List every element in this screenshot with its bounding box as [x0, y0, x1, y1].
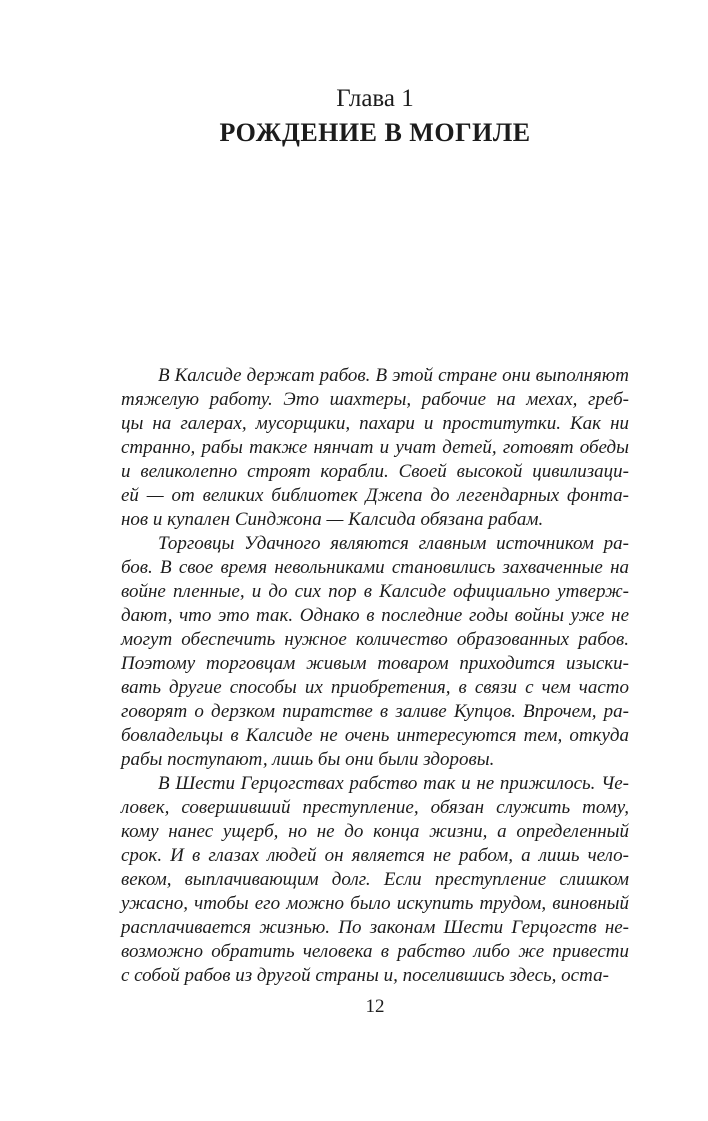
text-line: нов и купален Синджона — Калсида обязана рабам.: [121, 509, 544, 530]
text-line: войне пленные, и до сих пор в Калсиде официально утверж-: [121, 581, 629, 602]
text-line: вать другие способы их приобретения, в связи с чем часто: [121, 677, 629, 698]
text-line: и великолепно строят корабли. Своей высокой цивилизаци-: [121, 461, 629, 482]
text-line: ужасно, чтобы его можно было искупить трудом, виновный: [121, 893, 629, 914]
page-number: 12: [365, 996, 385, 1017]
text-line: с собой рабов из другой страны и, поселившись здесь, оста-: [121, 965, 609, 986]
body-text: [121, 364, 629, 988]
text-line: могут обеспечить нужное количество образованных рабов.: [121, 629, 629, 650]
text-line: В Калсиде держат рабов. В этой стране они выполняют: [158, 365, 629, 386]
text-line: странно, рабы также нянчат и учат детей, готовят обеды: [121, 437, 629, 458]
text-line: ей — от великих библиотек Джепа до легендарных фонта-: [121, 485, 629, 506]
text-line: В Шести Герцогствах рабство так и не прижилось. Че-: [158, 773, 629, 794]
text-line: возможно обратить человека в рабство либо же привести: [121, 941, 629, 962]
paragraph: [121, 364, 629, 532]
text-line: дают, что это так. Однако в последние годы войны уже не: [121, 605, 629, 626]
text-line: срок. И в глазах людей он является не рабом, а лишь чело-: [121, 845, 629, 866]
text-line: говорят о дерзком пиратстве в заливе Купцов. Впрочем, ра-: [121, 701, 629, 722]
chapter-heading: [121, 84, 629, 149]
text-line: рабы поступают, лишь бы они были здоровы.: [121, 749, 495, 770]
text-line: ловек, совершивший преступление, обязан служить тому,: [121, 797, 629, 818]
text-line: тяжелую работу. Это шахтеры, рабочие на мехах, греб-: [121, 389, 629, 410]
text-line: Поэтому торговцам живым товаром приходится изыски-: [121, 653, 629, 674]
text-line: цы на галерах, мусорщики, пахари и проститутки. Как ни: [121, 413, 629, 434]
text-line: веком, выплачивающим долг. Если преступление слишком: [121, 869, 629, 890]
text-line: кому нанес ущерб, но не до конца жизни, а определенный: [121, 821, 629, 842]
text-line: расплачивается жизнью. По законам Шести Герцогств не-: [121, 917, 629, 938]
paragraph: [121, 772, 629, 988]
chapter-title: РОЖДЕНИЕ В МОГИЛЕ: [219, 118, 531, 147]
paragraph: [121, 532, 629, 772]
chapter-number: Глава 1: [336, 85, 414, 112]
text-line: бовладельцы в Калсиде не очень интересуются тем, откуда: [121, 725, 629, 746]
text-line: Торговцы Удачного являются главным источником ра-: [158, 533, 629, 554]
text-line: бов. В свое время невольниками становились захваченные на: [121, 557, 629, 578]
